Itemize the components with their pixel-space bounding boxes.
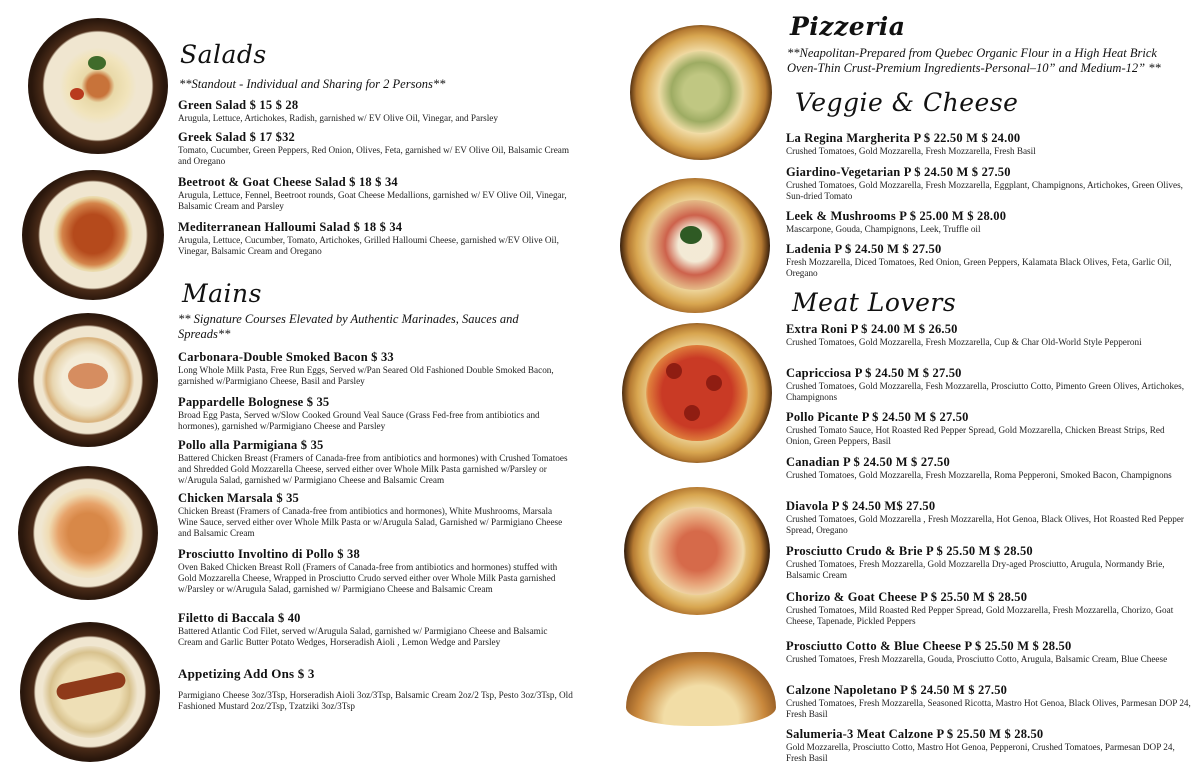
item-name: Mediterranean Halloumi Salad $ 18 $ 34 bbox=[178, 220, 403, 234]
menu-item bbox=[786, 242, 1191, 279]
item-name: Giardino-Vegetarian P $ 24.50 M $ 27.50 bbox=[786, 165, 1011, 179]
menu-item bbox=[178, 547, 573, 595]
item-desc: Arugula, Lettuce, Fennel, Beetroot rounds, Goat Cheese Medallions, garnished w/ EV Olive Oil, Vinegar, Balsamic Cream and Parsley bbox=[178, 190, 567, 211]
item-desc: Long Whole Milk Pasta, Free Run Eggs, Served w/Pan Seared Old Fashioned Double Smoked Bacon, garnished w/Parmigiano Cheese, Basil and Parsley bbox=[178, 365, 554, 386]
mains-note: ** Signature Courses Elevated by Authentic Marinades, Sauces and Spreads** bbox=[178, 312, 519, 341]
menu-item bbox=[786, 499, 1191, 536]
menu-item bbox=[178, 175, 578, 212]
item-desc: Crushed Tomatoes, Gold Mozzarella, Fresh Mozzarella, Roma Pepperoni, Smoked Bacon, Champignons bbox=[786, 470, 1172, 480]
mains-title: Mains bbox=[182, 279, 262, 308]
pizza-photo bbox=[622, 323, 772, 463]
item-desc: Crushed Tomatoes, Fresh Mozzarella, Gold Mozzarella Dry-aged Prosciutto, Arugula, Normandy Brie, Balsamic Cream bbox=[786, 559, 1165, 580]
veggie-title: Veggie & Cheese bbox=[795, 88, 1019, 117]
item-name: Pappardelle Bolognese $ 35 bbox=[178, 395, 330, 409]
menu-item bbox=[786, 544, 1191, 581]
item-desc: Crushed Tomatoes, Gold Mozzarella, Fesh Mozzarella, Prosciutto Cotto, Pimento Green Olives, Artichokes, Champignons bbox=[786, 381, 1184, 402]
item-name: Prosciutto Cotto & Blue Cheese P $ 25.50 M $ 28.50 bbox=[786, 639, 1072, 653]
item-name: Ladenia P $ 24.50 M $ 27.50 bbox=[786, 242, 942, 256]
item-name: Canadian P $ 24.50 M $ 27.50 bbox=[786, 455, 950, 469]
pizza-photo bbox=[630, 25, 772, 160]
menu-item bbox=[786, 131, 1191, 157]
menu-item bbox=[786, 727, 1194, 764]
calzone-photo bbox=[626, 652, 776, 726]
item-name: Salumeria-3 Meat Calzone P $ 25.50 M $ 28.50 bbox=[786, 727, 1044, 741]
addons-title: Appetizing Add Ons $ 3 bbox=[178, 666, 315, 681]
item-desc: Crushed Tomatoes, Mild Roasted Red Pepper Spread, Gold Mozzarella, Fresh Mozzarella, Chorizo, Goat Cheese, Tapenade, Pickled Peppers bbox=[786, 605, 1174, 626]
menu-item bbox=[786, 590, 1191, 627]
item-name: Pollo Picante P $ 24.50 M $ 27.50 bbox=[786, 410, 969, 424]
item-name: La Regina Margherita P $ 22.50 M $ 24.00 bbox=[786, 131, 1021, 145]
item-desc: Crushed Tomatoes, Fresh Mozzarella, Gouda, Prosciutto Cotto, Arugula, Balsamic Cream, Blue Cheese bbox=[786, 654, 1168, 664]
menu-item bbox=[178, 491, 563, 539]
item-desc: Crushed Tomatoes, Gold Mozzarella, Fresh Mozzarella, Eggplant, Champignons, Artichokes, Green Olives, Sun-dried Tomato bbox=[786, 180, 1183, 201]
cod-photo bbox=[20, 622, 160, 762]
item-desc: Mascarpone, Gouda, Champignons, Leek, Truffle oil bbox=[786, 224, 981, 234]
item-name: Chicken Marsala $ 35 bbox=[178, 491, 300, 505]
menu-item bbox=[178, 98, 578, 124]
menu-item bbox=[178, 350, 563, 387]
item-desc: Arugula, Lettuce, Cucumber, Tomato, Artichokes, Grilled Halloumi Cheese, garnished w/EV Olive Oil, Vinegar, Balsamic Cream and Oregano bbox=[178, 235, 559, 256]
menu-item bbox=[786, 683, 1191, 720]
menu-item bbox=[786, 322, 1191, 348]
item-desc: Crushed Tomato Sauce, Hot Roasted Red Pepper Spread, Gold Mozzarella, Chicken Breast Strips, Red Onion, Green Peppers, Basil bbox=[786, 425, 1165, 446]
menu-item bbox=[178, 130, 578, 167]
menu-item bbox=[786, 366, 1191, 403]
item-desc: Gold Mozzarella, Prosciutto Cotto, Mastro Hot Genoa, Pepperoni, Crushed Tomatoes, Parmesan DOP 24, Fresh Basil bbox=[786, 742, 1175, 763]
item-name: Carbonara-Double Smoked Bacon $ 33 bbox=[178, 350, 394, 364]
meat-title: Meat Lovers bbox=[792, 288, 957, 317]
item-desc: Crushed Tomatoes, Fresh Mozzarella, Seasoned Ricotta, Mastro Hot Genoa, Black Olives, Parmesan DOP 24, Fresh Basil bbox=[786, 698, 1191, 719]
salads-title: Salads bbox=[180, 40, 267, 69]
item-name: Pollo alla Parmigiana $ 35 bbox=[178, 438, 324, 452]
menu-item bbox=[786, 639, 1191, 665]
item-name: Chorizo & Goat Cheese P $ 25.50 M $ 28.50 bbox=[786, 590, 1028, 604]
item-desc: Chicken Breast (Framers of Canada-free from antibiotics and hormones), White Mushrooms, Marsala Wine Sauce, served either over Whole Milk Pasta or w/Arugula Salad, Garnished w/ Parmigiano Cheese and Balsamic Cream bbox=[178, 506, 563, 538]
salad-photo bbox=[28, 18, 168, 154]
menu-item bbox=[178, 220, 578, 257]
menu-item bbox=[786, 209, 1191, 235]
menu-item bbox=[178, 395, 568, 432]
menu-item bbox=[786, 165, 1191, 202]
item-desc: Fresh Mozzarella, Diced Tomatoes, Red Onion, Green Peppers, Kalamata Black Olives, Feta, Garlic Oil, Oregano bbox=[786, 257, 1172, 278]
item-name: Greek Salad $ 17 $32 bbox=[178, 130, 295, 144]
item-name: Extra Roni P $ 24.00 M $ 26.50 bbox=[786, 322, 958, 336]
item-desc: Broad Egg Pasta, Served w/Slow Cooked Ground Veal Sauce (Grass Fed-free from antibiotics and hormones), garnished w/Parmigiano Cheese and Parsley bbox=[178, 410, 540, 431]
item-name: Filetto di Baccala $ 40 bbox=[178, 611, 301, 625]
addons bbox=[178, 666, 578, 712]
item-name: Prosciutto Involtino di Pollo $ 38 bbox=[178, 547, 360, 561]
menu-item bbox=[786, 410, 1191, 447]
menu-item bbox=[786, 455, 1191, 481]
pizza-photo bbox=[620, 178, 770, 313]
item-desc: Crushed Tomatoes, Gold Mozzarella, Fresh Mozzarella, Cup & Char Old-World Style Pepperoni bbox=[786, 337, 1142, 347]
item-name: Prosciutto Crudo & Brie P $ 25.50 M $ 28.50 bbox=[786, 544, 1033, 558]
addons-desc: Parmigiano Cheese 3oz/3Tsp, Horseradish Aioli 3oz/3Tsp, Balsamic Cream 2oz/2 Tsp, Pesto 3oz/3Tsp, Old Fashioned Mustard 2oz/2Tsp, Tzatziki 3oz/3Tsp bbox=[178, 690, 573, 711]
item-desc: Oven Baked Chicken Breast Roll (Framers of Canada-free from antibiotics and hormones) stuffed with Gold Mozzarella Cheese, Wrapped in Prosciutto Crudo served either over Whole Milk Pasta garnished w/Parsley or w/Arugula Salad, garnished w/ Parmigiano Cheese and Balsamic Cream bbox=[178, 562, 558, 594]
pizzeria-title: Pizzeria bbox=[790, 12, 906, 41]
item-name: Leek & Mushrooms P $ 25.00 M $ 28.00 bbox=[786, 209, 1007, 223]
pizza-photo bbox=[624, 487, 770, 615]
menu-item bbox=[178, 438, 573, 486]
item-desc: Battered Chicken Breast (Framers of Canada-free from antibiotics and hormones) with Crushed Tomatoes and Shredded Gold Mozzarella Cheese, served either over Whole Milk Pasta garnished w/Parsley or w/Arugula Salad, garnished w/ Parmigiano Cheese and Balsamic Cream bbox=[178, 453, 568, 485]
item-desc: Arugula, Lettuce, Artichokes, Radish, garnished w/ EV Olive Oil, Vinegar, and Parsley bbox=[178, 113, 498, 123]
item-desc: Crushed Tomatoes, Gold Mozzarella , Fresh Mozzarella, Hot Genoa, Black Olives, Hot Roasted Red Pepper Spread, Oregano bbox=[786, 514, 1184, 535]
marsala-photo bbox=[18, 466, 158, 600]
item-name: Green Salad $ 15 $ 28 bbox=[178, 98, 299, 112]
salads-note: **Standout - Individual and Sharing for 2 Persons** bbox=[179, 77, 446, 91]
item-name: Calzone Napoletano P $ 24.50 M $ 27.50 bbox=[786, 683, 1008, 697]
item-desc: Battered Atlantic Cod Filet, served w/Arugula Salad, garnished w/ Parmigiano Cheese and Balsamic Cream and Garlic Butter Potato Wedges, Horseradish Aioli , Lemon Wedge and Parsley bbox=[178, 626, 548, 647]
item-name: Diavola P $ 24.50 M$ 27.50 bbox=[786, 499, 936, 513]
menu-item bbox=[178, 611, 573, 648]
bolognese-photo bbox=[22, 170, 164, 300]
pizzeria-note: **Neapolitan-Prepared from Quebec Organic Flour in a High Heat Brick Oven-Thin Crust-Premium Ingredients-Personal–10” and Medium-12” ** bbox=[787, 46, 1161, 75]
item-desc: Tomato, Cucumber, Green Peppers, Red Onion, Olives, Feta, garnished w/ EV Olive Oil, Balsamic Cream and Oregano bbox=[178, 145, 569, 166]
item-name: Capricciosa P $ 24.50 M $ 27.50 bbox=[786, 366, 962, 380]
item-desc: Crushed Tomatoes, Gold Mozzarella, Fresh Mozzarella, Fresh Basil bbox=[786, 146, 1036, 156]
parmigiana-photo bbox=[18, 313, 158, 447]
item-name: Beetroot & Goat Cheese Salad $ 18 $ 34 bbox=[178, 175, 398, 189]
